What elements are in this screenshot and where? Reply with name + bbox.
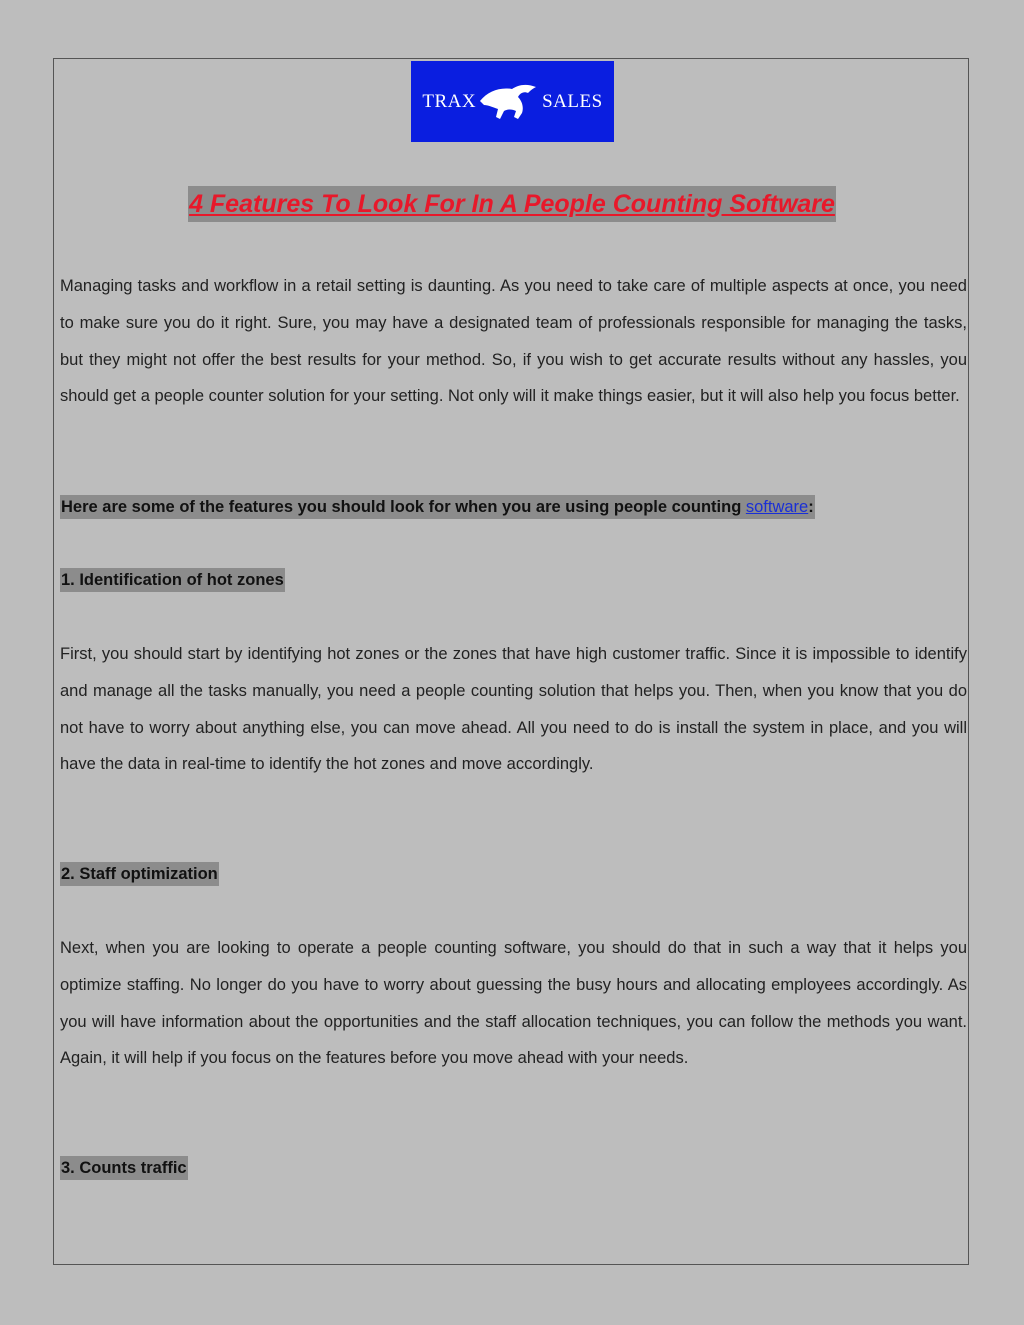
section-heading-text: 2. Staff optimization <box>60 862 219 886</box>
page-title: 4 Features To Look For In A People Counting Software <box>188 186 836 222</box>
features-intro-after: : <box>808 498 814 516</box>
software-link[interactable]: software <box>745 498 809 516</box>
title-wrap <box>0 186 1024 222</box>
section-body: Next, when you are looking to operate a people counting software, you should do that in such a way that it helps you optimize staffing. No longer do you have to worry about guessing the busy hours and allocating employees accordingly. As you will have information about the opportunities and the staff allocation techniques, you can follow the methods you want. Again, it will help if you focus on the features before you move ahead with your needs. <box>60 939 967 1068</box>
section-heading <box>60 568 285 592</box>
section-heading <box>60 1156 188 1180</box>
features-intro-highlight <box>60 495 815 519</box>
section-heading-text: 3. Counts traffic <box>60 1156 188 1180</box>
features-intro-heading <box>60 495 815 519</box>
section-heading <box>60 862 219 886</box>
panther-icon <box>478 79 540 125</box>
section-body: First, you should start by identifying hot zones or the zones that have high customer traffic. Since it is impossible to identify and manage all the tasks manually, you need a people counting solution that helps you. Then, when you know that you do not have to worry about anything else, you can move ahead. All you need to do is install the system in place, and you will have the data in real-time to identify the hot zones and move accordingly. <box>60 645 967 774</box>
trax-sales-logo <box>411 61 614 142</box>
logo-left-text: TRAX <box>422 90 477 112</box>
section-heading-text: 1. Identification of hot zones <box>60 568 285 592</box>
features-intro-text: Here are some of the features you should look for when you are using people counting <box>61 498 746 516</box>
logo-right-text: SALES <box>542 90 603 112</box>
intro-paragraph: Managing tasks and workflow in a retail setting is daunting. As you need to take care of multiple aspects at once, you need to make sure you do it right. Sure, you may have a designated team of professionals responsible for managing the tasks, but they might not offer the best results for your method. So, if you wish to get accurate results without any hassles, you should get a people counter solution for your setting. Not only will it make things easier, but it will also help you focus better. <box>60 277 967 406</box>
